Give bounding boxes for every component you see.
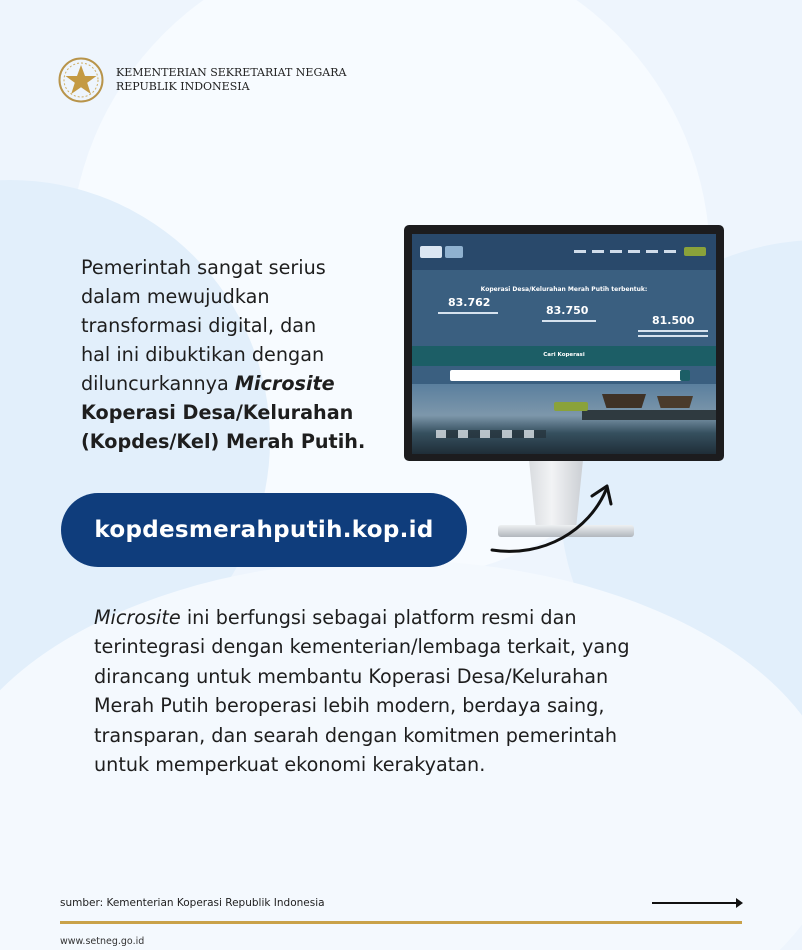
- intro-line: [81, 398, 401, 427]
- pier-hut: [602, 394, 646, 408]
- monitor-screen: [404, 225, 724, 461]
- curved-arrow-icon: [484, 470, 624, 565]
- website-url-label: kopdesmerahputih.kop.id: [94, 517, 434, 543]
- stat-value-1: 83.762: [448, 296, 491, 309]
- star-emblem-icon: [58, 57, 104, 103]
- description-line: dirancang untuk membantu Koperasi Desa/Kelurahan: [94, 664, 609, 688]
- intro-line: [81, 369, 401, 398]
- gold-divider: [60, 921, 742, 924]
- website-nav-links: [574, 250, 676, 253]
- ministry-name: [116, 66, 346, 94]
- intro-line: dalam mewujudkan: [81, 285, 270, 308]
- website-navbar: [412, 234, 716, 270]
- intro-paragraph: [81, 253, 401, 456]
- pier: [582, 410, 716, 420]
- stat-caption: [542, 320, 596, 322]
- description-line: untuk memperkuat ekonomi kerakyatan.: [94, 753, 486, 777]
- microsite-italic: Microsite: [94, 606, 181, 629]
- stat-caption: [638, 330, 708, 332]
- description-paragraph: [94, 603, 734, 779]
- stat-value-2: 83.750: [546, 304, 589, 317]
- website-cta-button: [554, 402, 588, 411]
- ministry-line-1: KEMENTERIAN SEKRETARIAT NEGARA: [116, 66, 347, 79]
- website-logo-icon: [420, 246, 442, 258]
- description-line-rest: ini berfungsi sebagai platform resmi dan: [180, 606, 577, 629]
- website-search-button: [680, 370, 690, 381]
- description-line: transparan, dan searah dengan komitmen pemerintah: [94, 723, 618, 747]
- intro-bold-line: (Kopdes/Kel) Merah Putih.: [81, 430, 366, 453]
- description-line: [94, 603, 734, 632]
- website-search-label: Cari Koperasi: [543, 352, 585, 358]
- description-line: Merah Putih beroperasi lebih modern, berdaya saing,: [94, 694, 605, 718]
- intro-microsite-emphasis: Microsite: [234, 372, 335, 395]
- website-url-button[interactable]: [61, 493, 467, 567]
- website-logo-icon: [445, 246, 463, 258]
- ministry-line-2: REPUBLIK INDONESIA: [116, 80, 250, 93]
- description-line: terintegrasi dengan kementerian/lembaga terkait, yang: [94, 635, 630, 659]
- stat-caption: [438, 312, 498, 314]
- website-login-button: [684, 247, 706, 256]
- intro-bold-line: Koperasi Desa/Kelurahan: [81, 401, 354, 424]
- intro-line: transformasi digital, dan: [81, 314, 317, 337]
- website-search-input: [450, 370, 686, 381]
- intro-line-plain: diluncurkannya: [81, 372, 235, 395]
- next-arrow-icon[interactable]: [650, 895, 744, 911]
- intro-line: [81, 427, 401, 456]
- source-credit: sumber: Kementerian Koperasi Republik Indonesia: [60, 897, 325, 909]
- header: [58, 57, 346, 103]
- stat-value-3: 81.500: [652, 314, 695, 327]
- stat-caption: [638, 335, 708, 337]
- website-headline: Koperasi Desa/Kelurahan Merah Putih terbentuk:: [480, 286, 648, 293]
- website-preview: [412, 234, 716, 454]
- boats: [436, 430, 546, 438]
- intro-line: Pemerintah sangat serius: [81, 256, 326, 279]
- pier-hut: [657, 396, 693, 408]
- website-footer-link[interactable]: www.setneg.go.id: [60, 936, 145, 947]
- intro-line: hal ini dibuktikan dengan: [81, 343, 325, 366]
